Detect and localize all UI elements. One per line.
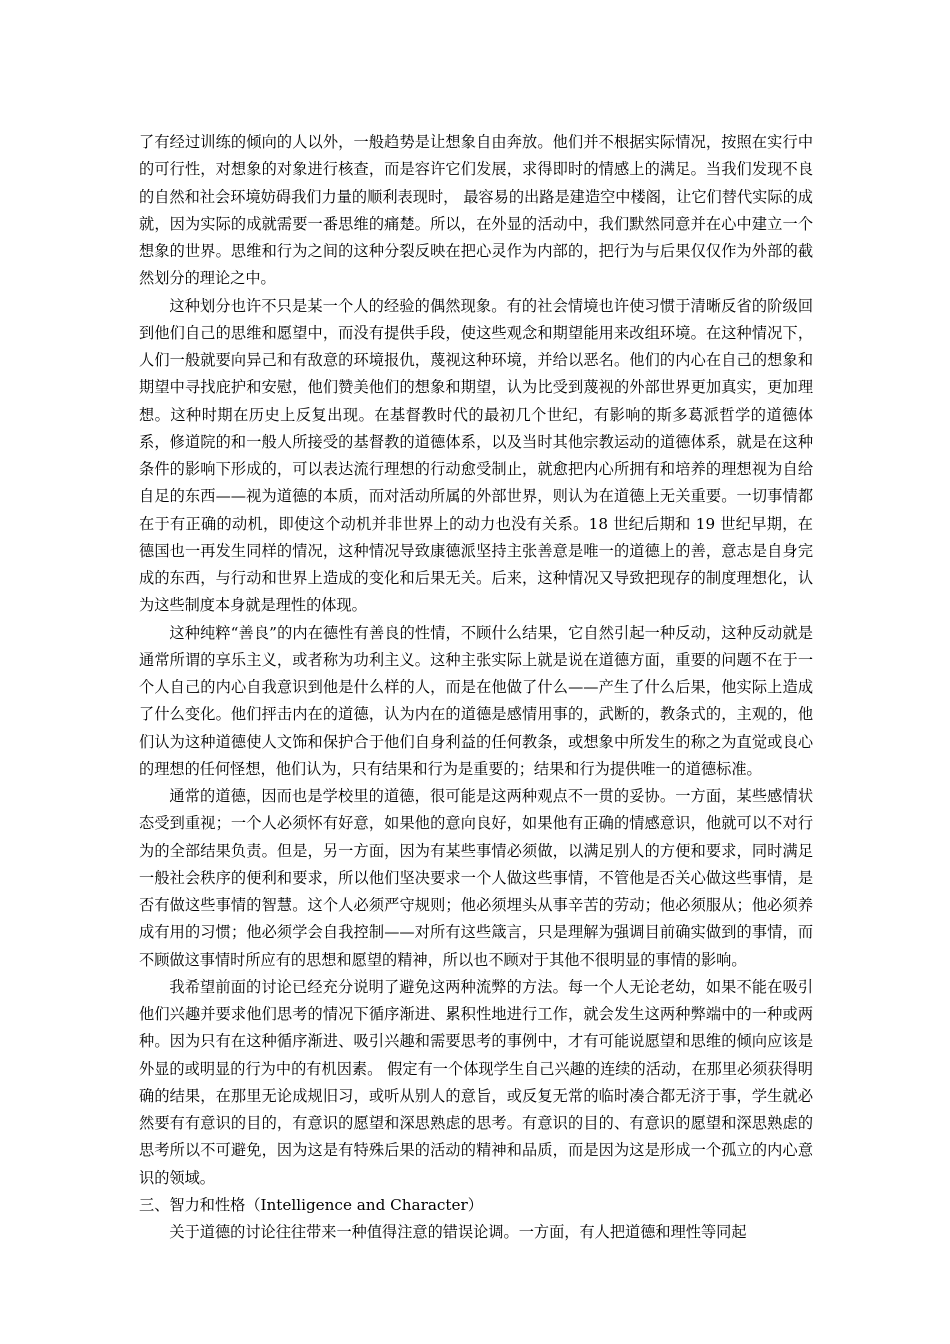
paragraph-continued: 了有经过训练的倾向的人以外，一般趋势是让想象自由奔放。他们并不根据实际情况，按照在实行中的可行性，对想象的对象进行核查，而是容许它们发展，求得即时的情感上的满足。当我们发现不良的自然和社会环境妨碍我们力量的顺利表现时， 最容易的出路是建造空中楼阁，让它们替代实际的成就，因为实际的成就需要一番思维的痛楚。所以，在外显的活动中，我们默然同意并在心中建立一个想象的世界。思维和行为之间的这种分裂反映在把心灵作为内部的，把行为与后果仅仅作为外部的截然划分的理论之中。 xyxy=(139,133,813,288)
section-heading: 三、智力和性格（Intelligence and Character） xyxy=(139,1195,483,1214)
document-body xyxy=(139,129,813,1246)
paragraph-intelligence-character: 关于道德的讨论往往带来一种值得注意的错误论调。一方面，有人把道德和理性等同起 xyxy=(169,1223,747,1241)
paragraph-avoiding-evils: 我希望前面的讨论已经充分说明了避免这两种流弊的方法。每一个人无论老幼，如果不能在吸引他们兴趣并要求他们思考的情况下循序渐进、累积性地进行工作，就会发生这两种弊端中的一种或两种。因为只有在这种循序渐进、吸引兴趣和需要思考的事例中，才有可能说愿望和思维的倾向应该是外显的或明显的行为中的有机因素。 假定有一个体现学生自己兴趣的连续的活动，在那里必须获得明确的结果，在那里无论成规旧习，或听从别人的意旨，或反复无常的临时凑合都无济于事，学生就必然要有有意识的目的，有意识的愿望和深思熟虑的思考。有意识的目的、有意识的愿望和深思熟虑的思考所以不可避免，因为这是有特殊后果的活动的精神和品质，而是因为这是形成一个孤立的内心意识的领域。 xyxy=(139,977,813,1187)
paragraph-school-morality: 通常的道德，因而也是学校里的道德，很可能是这两种观点不一贯的妥协。一方面，某些感情状态受到重视；一个人必须怀有好意，如果他的意向良好，如果他有正确的情感意识，他就可以不对行为的全部结果负责。但是，另一方面，因为有某些事情必须做，以满足别人的方便和要求，同时满足一般社会秩序的便利和要求，所以他们坚决要求一个人做这些事情，不管他是否关心做这些事情，是否有做这些事情的智慧。这个人必须严守规则；他必须埋头从事辛苦的劳动；他必须服从；他必须养成有用的习惯；他必须学会自我控制——对所有这些箴言，只是理解为强调目前确实做到的事情，而不顾做这事情时所应有的思想和愿望的精神，所以也不顾对于其他不很明显的事情的影响。 xyxy=(139,787,813,969)
paragraph-social-situation: 这种划分也许不只是某一个人的经验的偶然现象。有的社会情境也许使习惯于清晰反省的阶级回到他们自己的思维和愿望中，而没有提供手段，使这些观念和期望能用来改组环境。在这种情况下，人们一般就要向异己和有敌意的环境报仇，蔑视这种环境，并给以恶名。他们的内心在自己的想象和期望中寻找庇护和安慰，他们赞美他们的想象和期望，认为比受到蔑视的外部世界更加真实，更加理想。这种时期在历史上反复出现。在基督教时代的最初几个世纪，有影响的斯多葛派哲学的道德体系，修道院的和一般人所接受的基督教的道德体系，以及当时其他宗教运动的道德体系，就是在这种条件的影响下形成的，可以表达流行理想的行动愈受制止，就愈把内心所拥有和培养的理想视为自给自足的东西——视为道德的本质，而对活动所属的外部世界，则认为在道德上无关重要。一切事情都在于有正确的动机，即使这个动机并非世界上的动力也没有关系。18 世纪后期和 19 世纪早期，在德国也一再发生同样的情况，这种情况导致康德派坚持主张善意是唯一的道德上的善，意志是自身完成的东西，与行动和世界上造成的变化和后果无关。后来，这种情况又导致把现存的制度理想化，认为这些制度本身就是理性的体现。 xyxy=(139,296,813,615)
paragraph-hedonism: 这种纯粹“善良”的内在德性有善良的性情，不顾什么结果，它自然引起一种反动，这种反动就是通常所谓的享乐主义，或者称为功利主义。这种主张实际上就是说在道德方面，重要的问题不在于一个人自己的内心自我意识到他是什么样的人，而是在他做了什么——产生了什么后果，他实际上造成了什么变化。他们抨击内在的道德，认为内在的道德是感情用事的，武断的，教条式的，主观的，他们认为这种道德使人文饰和保护合于他们自身利益的任何教条，或想象中所发生的称之为直觉或良心的理想的任何怪想，他们认为，只有结果和行为是重要的；结果和行为提供唯一的道德标准。 xyxy=(139,623,813,778)
